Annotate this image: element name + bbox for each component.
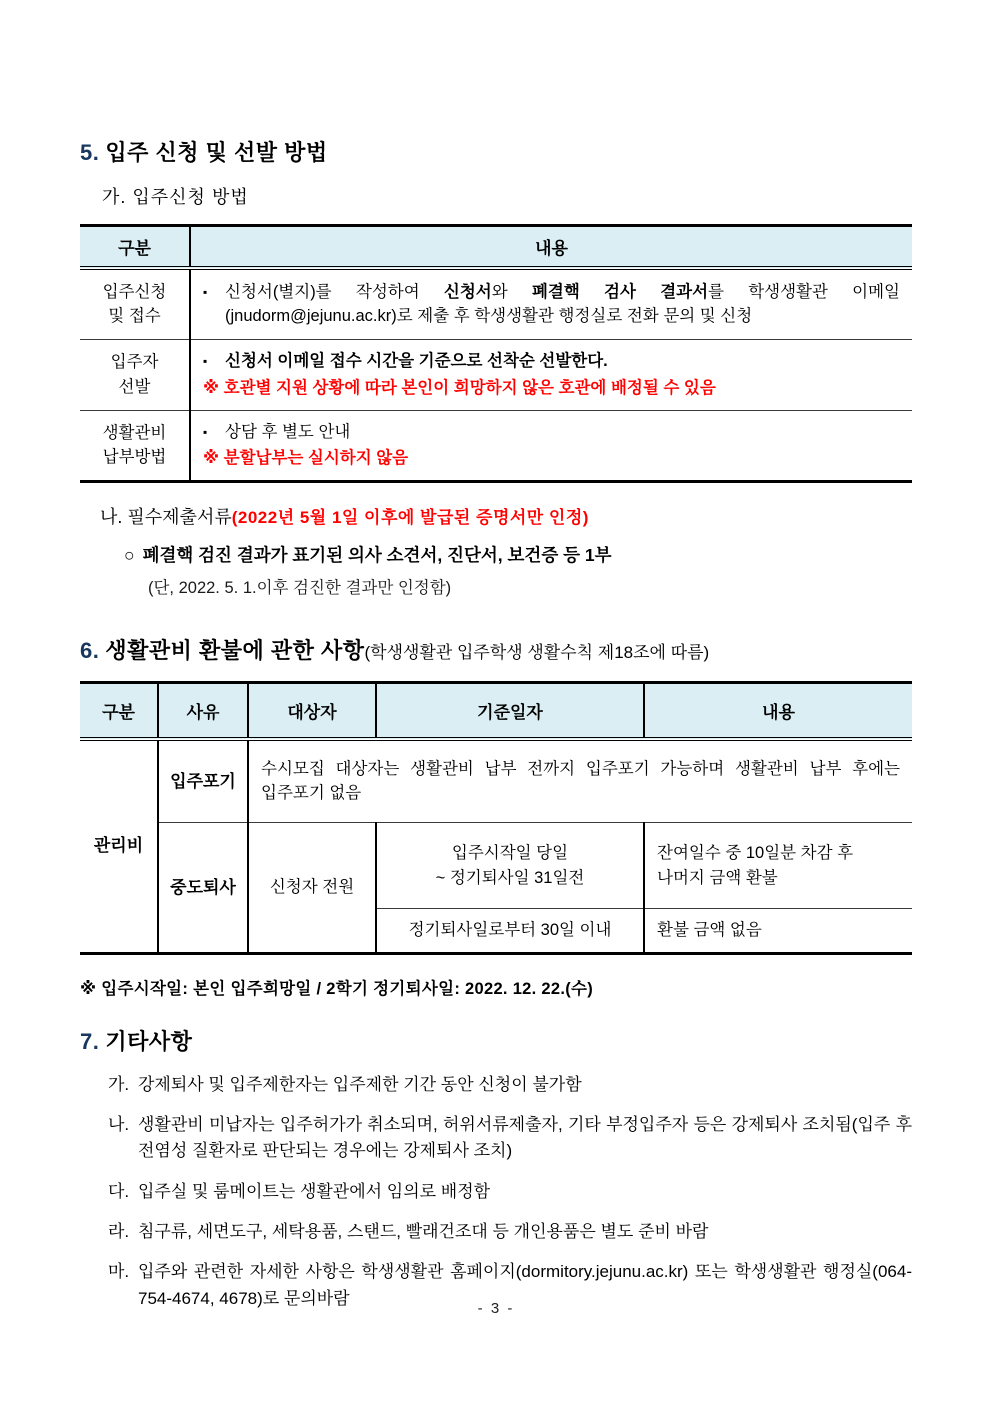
selection-warning: ※ 호관별 지원 상황에 따라 본인이 희망하지 않은 호관에 배정될 수 있음 [203, 378, 716, 397]
required-document-item: ○ 폐결핵 검진 결과가 표기된 의사 소견서, 진단서, 보건증 등 1부 [124, 545, 612, 565]
section7-number: 7. [80, 1028, 100, 1054]
table-row-early-leave [80, 823, 912, 909]
section7-heading [80, 1025, 912, 1056]
period-cell: 입주시작일 당일 ~ 정기퇴사일 31일전 [376, 823, 644, 909]
refund-table [80, 681, 912, 955]
row-label: 입주신청 및 접수 [80, 268, 190, 340]
row-label: 입주자 선발 [80, 340, 190, 411]
section5-title: 입주 신청 및 선발 방법 [105, 140, 328, 165]
section6-heading [80, 634, 912, 665]
move-in-date-footnote: ※ 입주시작일: 본인 입주희망일 / 2학기 정기퇴사일: 2022. 12. 22.(수) [80, 979, 594, 998]
refund-detail-cell: 환불 금액 없음 [644, 909, 912, 954]
reason-cell: 중도퇴사 [158, 823, 248, 954]
section5-number: 5. [80, 140, 100, 165]
table-row-give-up [80, 739, 912, 823]
row-content [190, 410, 912, 482]
section7-title: 기타사항 [105, 1028, 193, 1054]
row-content [190, 268, 912, 340]
page-number: - 3 - [477, 1300, 515, 1317]
table-header-row [80, 226, 912, 268]
list-item: 마. 입주와 관련한 자세한 사항은 학생생활관 홈페이지(dormitory.jejunu.ac.kr) 또는 학생생활관 행정실(064-754-4674, 4678)로 문의바람 [108, 1262, 912, 1308]
application-method-table [80, 224, 912, 483]
table-row [80, 410, 912, 482]
list-item: 나. 생활관비 미납자는 입주허가가 취소되며, 허위서류제출자, 기타 부정입주자 등은 강제퇴사 조치됨(입주 후 전염성 질환자로 판단되는 경우에는 강제퇴사 조치) [108, 1115, 912, 1161]
payment-warning: ※ 분할납부는 실시하지 않음 [203, 449, 409, 468]
row-content [190, 340, 912, 411]
category-cell: 관리비 [80, 739, 158, 954]
bullet-icon: ▪ [203, 354, 208, 368]
circle-bullet-icon: ○ [124, 545, 135, 565]
period-cell: 정기퇴사일로부터 30일 이내 [376, 909, 644, 954]
section5-sub-a: 가. 입주신청 방법 [102, 187, 249, 207]
row-label: 생활관비 납부방법 [80, 410, 190, 482]
required-documents-heading: 나. 필수제출서류(2022년 5월 1일 이후에 발급된 증명서만 인정) [100, 507, 589, 527]
table-row [80, 268, 912, 340]
payment-info: 상담 후 별도 안내 [225, 422, 351, 441]
list-item: 라. 침구류, 세면도구, 세탁용품, 스탠드, 빨래건조대 등 개인용품은 별도 준비 바람 [108, 1222, 709, 1242]
section5-heading [80, 136, 912, 167]
list-item: 가. 강제퇴사 및 입주제한자는 입주제한 기간 동안 신청이 불가함 [108, 1074, 582, 1094]
validity-condition: (2022년 5월 1일 이후에 발급된 증명서만 인정) [231, 508, 589, 527]
header-naeyong: 내용 [190, 226, 912, 268]
application-instructions: 신청서(별지)를 작성하여 신청서와 폐결핵 검사 결과서를 학생생활관 이메일 (jnudorm@jejunu.ac.kr)로 제출 후 학생생활관 행정실로 전화 문의 및 신청 [225, 282, 900, 326]
table-row [80, 340, 912, 411]
reason-cell: 입주포기 [158, 739, 248, 823]
list-item: 다. 입주실 및 룸메이트는 생활관에서 임의로 배정함 [108, 1181, 491, 1201]
section6-number: 6. [80, 638, 100, 663]
section6-subtitle: (학생생활관 입주학생 생활수칙 제18조에 따름) [364, 643, 710, 662]
document-validity-note: (단, 2022. 5. 1.이후 검진한 결과만 인정함) [148, 579, 452, 597]
bullet-icon: ▪ [203, 424, 208, 439]
header-gubun: 구분 [80, 226, 190, 268]
selection-rule: 신청서 이메일 접수 시간을 기준으로 선착순 선발한다. [225, 352, 608, 370]
section6-title: 생활관비 환불에 관한 사항 [105, 638, 365, 663]
refund-detail-cell: 잔여일수 중 10일분 차감 후 나머지 금액 환불 [644, 823, 912, 909]
give-up-policy: 수시모집 대상자는 생활관비 납부 전까지 입주포기 가능하며 생활관비 납부 후에는 입주포기 없음 [248, 739, 912, 823]
target-cell: 신청자 전원 [248, 823, 376, 954]
bullet-icon: ▪ [203, 284, 208, 299]
table-header-row: 구분 사유 대상자 기준일자 내용 [80, 683, 912, 739]
